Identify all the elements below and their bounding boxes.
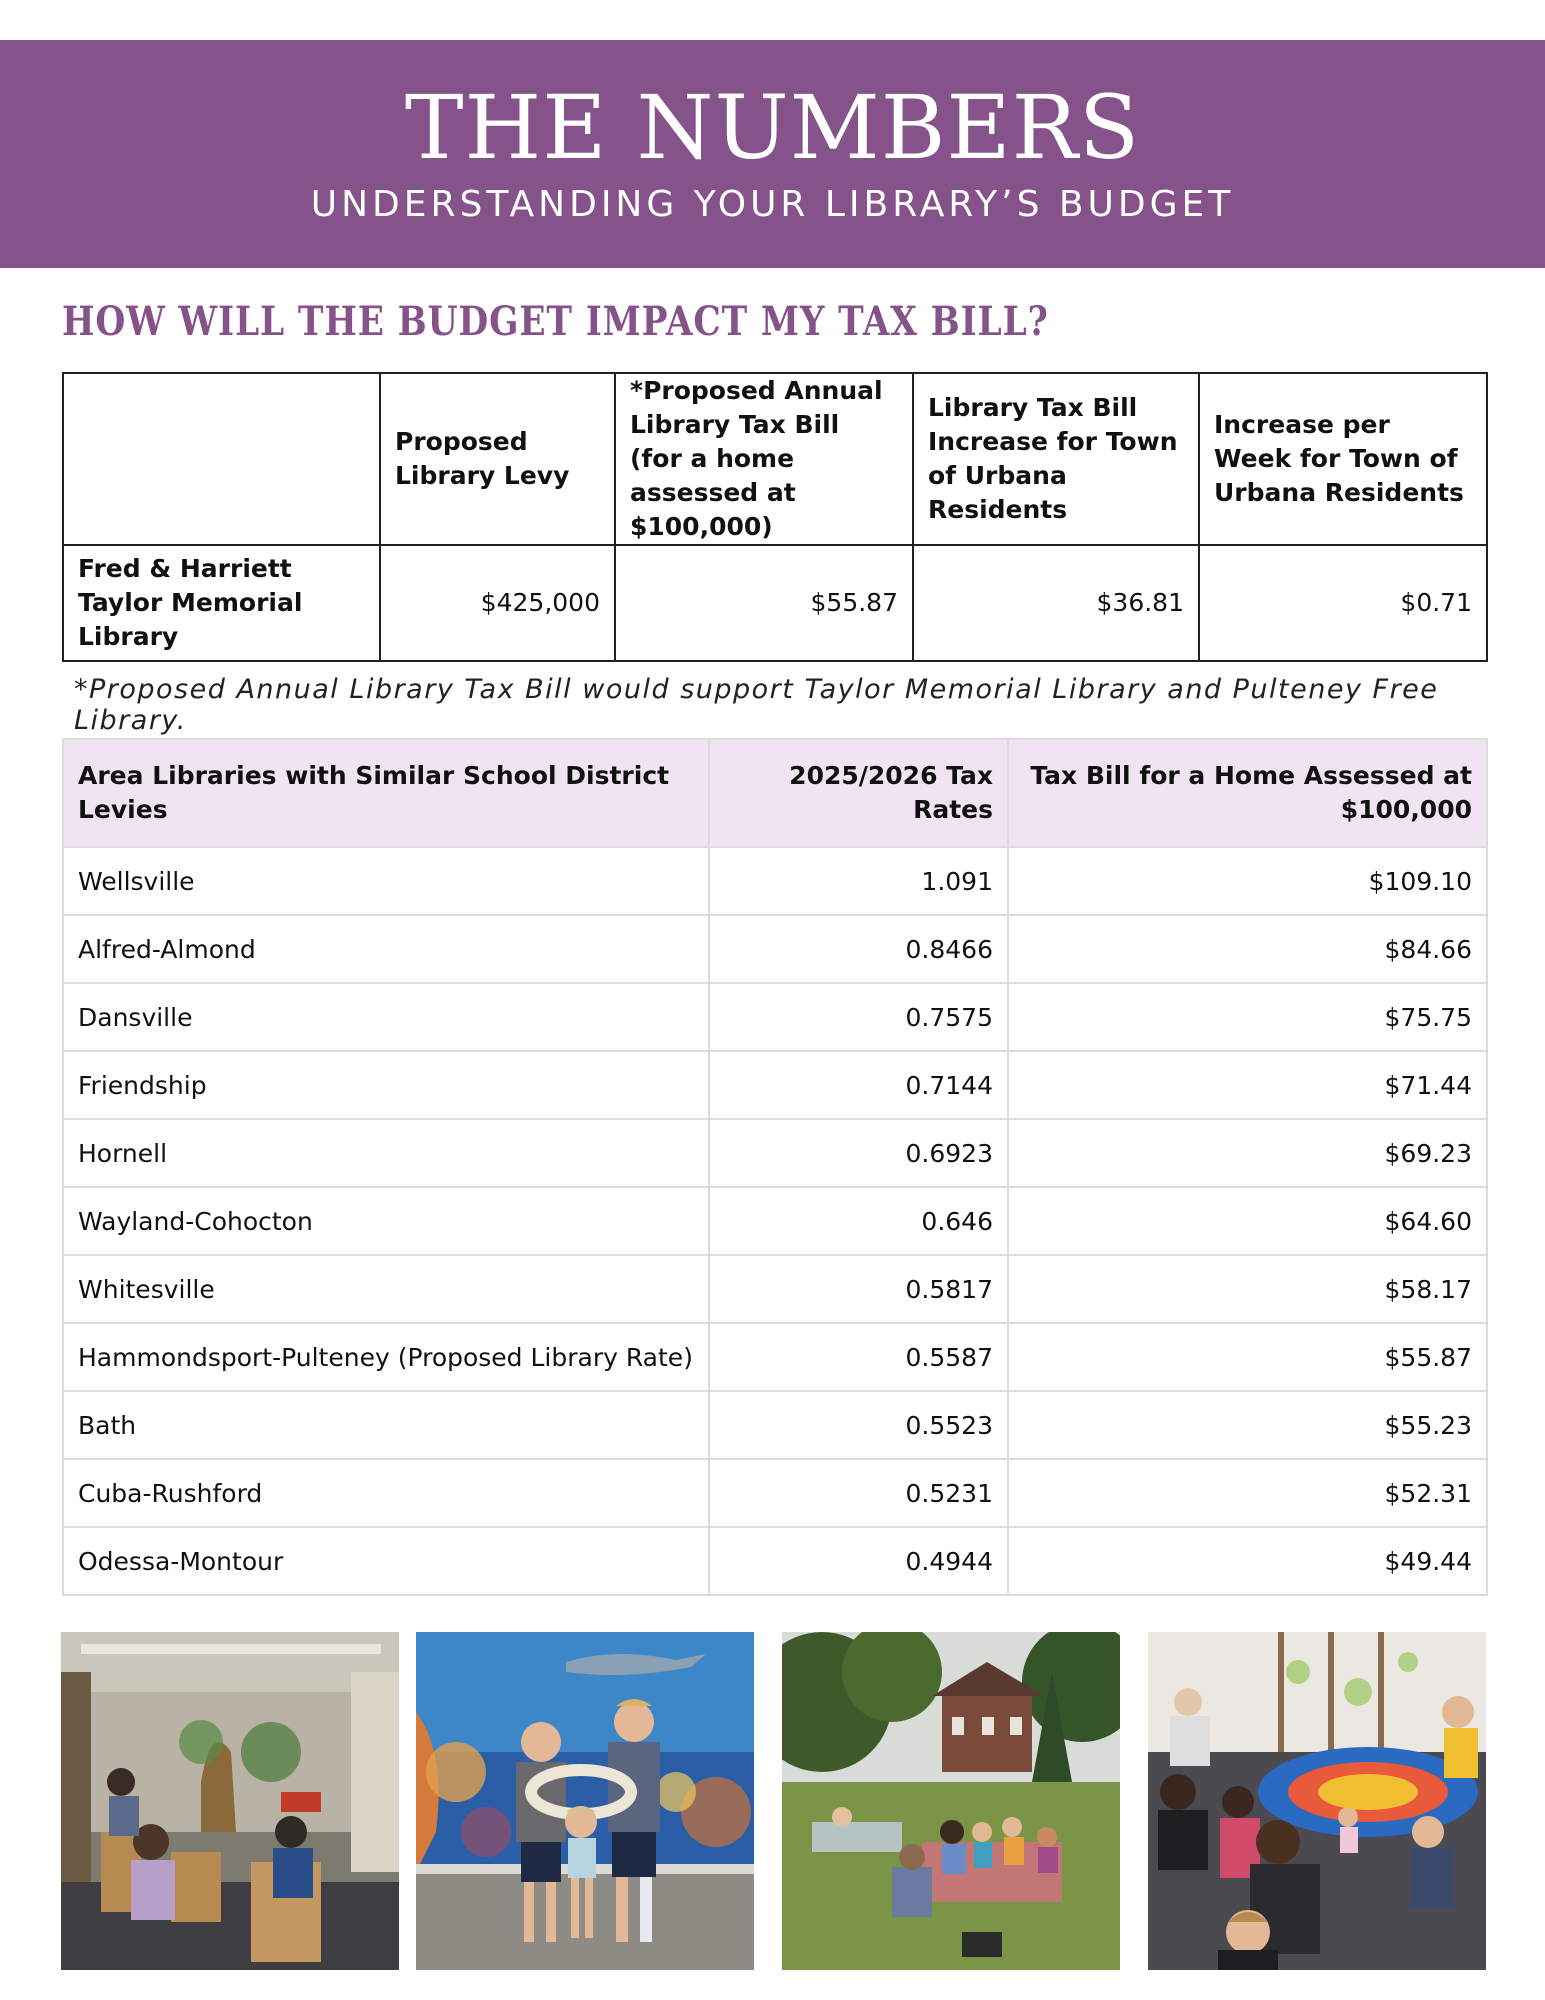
- tax-rate: 0.5817: [709, 1255, 1008, 1323]
- levy-header-empty: [63, 373, 380, 545]
- tax-bill: $49.44: [1008, 1527, 1487, 1595]
- photo-library-activity-room-image: [61, 1632, 399, 1970]
- tax-bill: $55.87: [1008, 1323, 1487, 1391]
- tax-bill: $71.44: [1008, 1051, 1487, 1119]
- tax-rate: 0.6923: [709, 1119, 1008, 1187]
- table-row: [63, 1255, 1487, 1323]
- library-name: Friendship: [63, 1051, 709, 1119]
- table-row: [63, 1459, 1487, 1527]
- tax-bill: $84.66: [1008, 915, 1487, 983]
- tax-bill: $58.17: [1008, 1255, 1487, 1323]
- tax-rate: 0.5523: [709, 1391, 1008, 1459]
- levy-header-per-week: Increase per Week for Town of Urbana Residents: [1199, 373, 1487, 545]
- tax-bill: $75.75: [1008, 983, 1487, 1051]
- library-name: Cuba-Rushford: [63, 1459, 709, 1527]
- comparison-header-rates: 2025/2026 Tax Rates: [709, 739, 1008, 847]
- library-name: Alfred-Almond: [63, 915, 709, 983]
- tax-bill: $55.23: [1008, 1391, 1487, 1459]
- comparison-header-bill: Tax Bill for a Home Assessed at $100,000: [1008, 739, 1487, 847]
- tax-rate: 0.8466: [709, 915, 1008, 983]
- table-row: [63, 1187, 1487, 1255]
- photo-outdoor-lawn-gathering: [782, 1632, 1120, 1970]
- tax-rate: 0.646: [709, 1187, 1008, 1255]
- footnote: *Proposed Annual Library Tax Bill would support Taylor Memorial Library and Pulteney Free Library.: [74, 674, 1439, 736]
- library-name: Bath: [63, 1391, 709, 1459]
- tax-bill: $64.60: [1008, 1187, 1487, 1255]
- tax-rate: 1.091: [709, 847, 1008, 915]
- tax-bill: $69.23: [1008, 1119, 1487, 1187]
- page-subtitle: UNDERSTANDING YOUR LIBRARY’S BUDGET: [310, 184, 1235, 225]
- page-title: THE NUMBERS: [404, 76, 1141, 179]
- library-name: Wayland-Cohocton: [63, 1187, 709, 1255]
- tax-rate: 0.5587: [709, 1323, 1008, 1391]
- comparison-header-libraries: Area Libraries with Similar School District Levies: [63, 739, 709, 847]
- library-name: Odessa-Montour: [63, 1527, 709, 1595]
- library-name: Hornell: [63, 1119, 709, 1187]
- table-row: [63, 847, 1487, 915]
- table-row: [63, 1323, 1487, 1391]
- levy-header-annual-bill: *Proposed Annual Library Tax Bill (for a home assessed at $100,000): [615, 373, 913, 545]
- photo-story-time-rug-image: [1148, 1632, 1486, 1970]
- tax-rate: 0.7144: [709, 1051, 1008, 1119]
- photo-story-time-rug: [1148, 1632, 1486, 1970]
- tax-bill: $52.31: [1008, 1459, 1487, 1527]
- section-heading: HOW WILL THE BUDGET IMPACT MY TAX BILL?: [62, 298, 1049, 345]
- table-row: [63, 1527, 1487, 1595]
- levy-per-week: $0.71: [1199, 545, 1487, 661]
- library-name: Whitesville: [63, 1255, 709, 1323]
- photo-ocean-mural-kids: [416, 1632, 754, 1970]
- tax-bill: $109.10: [1008, 847, 1487, 915]
- photo-library-activity-room: [61, 1632, 399, 1970]
- tax-rate: 0.4944: [709, 1527, 1008, 1595]
- levy-annual-bill: $55.87: [615, 545, 913, 661]
- table-row: [63, 1051, 1487, 1119]
- table-row: [63, 1391, 1487, 1459]
- photo-outdoor-lawn-gathering-image: [782, 1632, 1120, 1970]
- library-name: Dansville: [63, 983, 709, 1051]
- levy-header-increase: Library Tax Bill Increase for Town of Urbana Residents: [913, 373, 1199, 545]
- levy-library-name: Fred & Harriett Taylor Memorial Library: [63, 545, 380, 661]
- levy-table: [62, 372, 1488, 662]
- levy-header-levy: Proposed Library Levy: [380, 373, 615, 545]
- header-banner: [0, 40, 1545, 268]
- tax-rate: 0.5231: [709, 1459, 1008, 1527]
- library-name: Hammondsport-Pulteney (Proposed Library Rate): [63, 1323, 709, 1391]
- library-name: Wellsville: [63, 847, 709, 915]
- levy-amount: $425,000: [380, 545, 615, 661]
- tax-rate: 0.7575: [709, 983, 1008, 1051]
- levy-increase: $36.81: [913, 545, 1199, 661]
- levy-table-row: [63, 545, 1487, 661]
- photo-ocean-mural-kids-image: [416, 1632, 754, 1970]
- table-row: [63, 915, 1487, 983]
- comparison-header-row: [63, 739, 1487, 847]
- comparison-table: [62, 738, 1488, 1596]
- table-row: [63, 983, 1487, 1051]
- table-row: [63, 1119, 1487, 1187]
- levy-table-header-row: [63, 373, 1487, 545]
